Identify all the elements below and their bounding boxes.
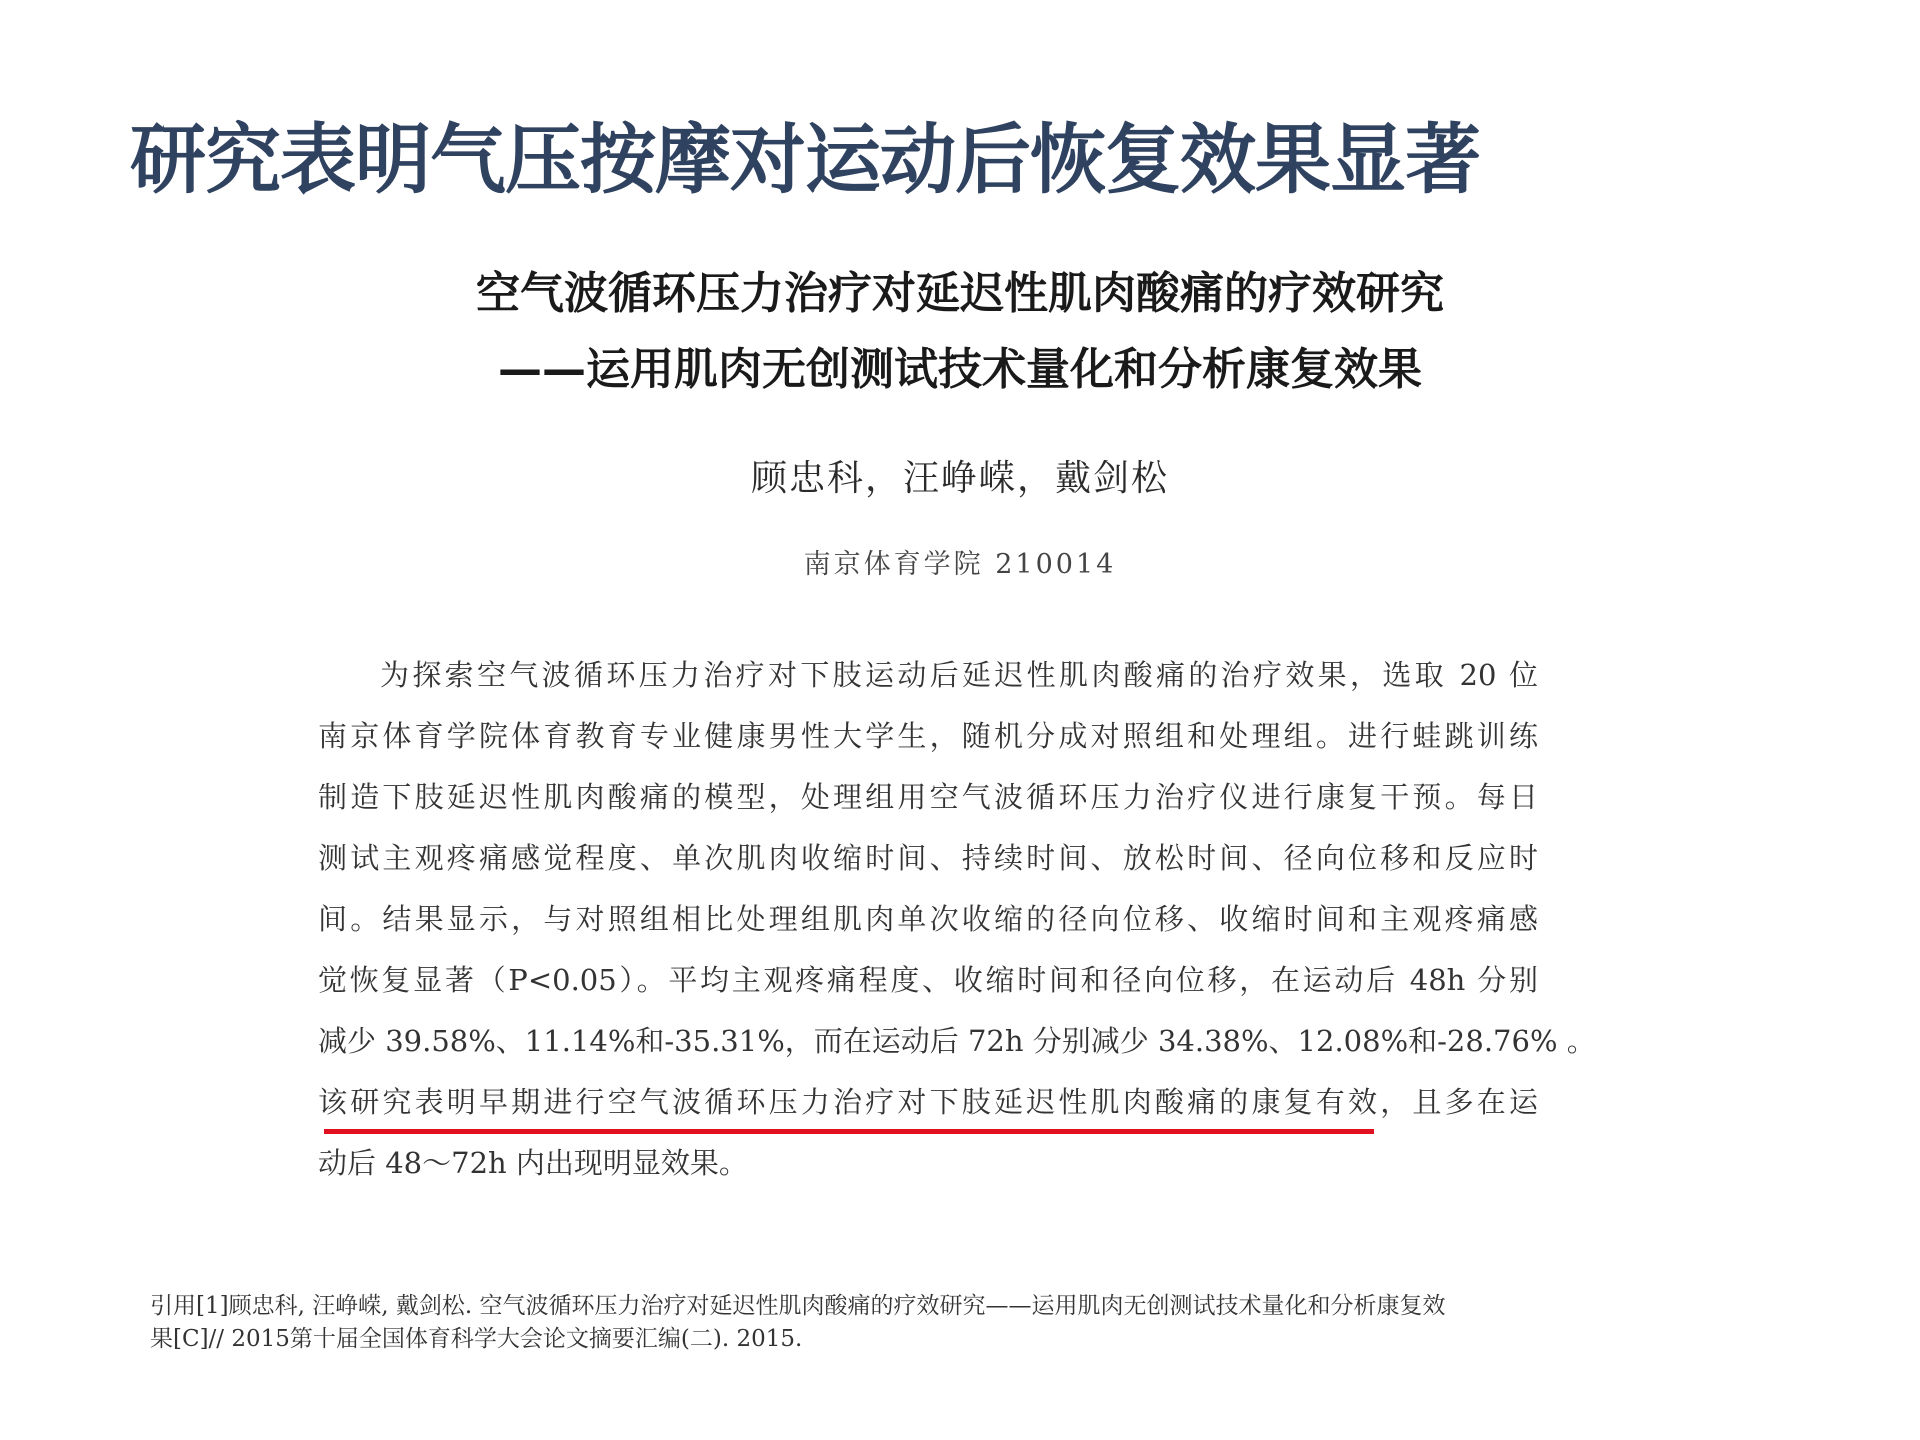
red-highlight-underline — [324, 1129, 1374, 1134]
paper-affiliation: 南京体育学院 210014 — [803, 549, 1117, 580]
paper-abstract — [318, 652, 1596, 1201]
slide-title: 研究表明气压按摩对运动后恢复效果显著 — [130, 115, 1480, 204]
abstract-line: 觉恢复显著（P<0.05）。平均主观疼痛程度、收缩时间和径向位移，在运动后 48h 分别 — [318, 963, 1538, 997]
abstract-line-highlighted — [318, 1079, 1538, 1140]
paper-authors: 顾忠科，汪峥嵘，戴剑松 — [750, 458, 1169, 499]
abstract-line: 测试主观疼痛感觉程度、单次肌肉收缩时间、持续时间、放松时间、径向位移和反应时 — [318, 841, 1538, 875]
abstract-line: 减少 39.58%、11.14%和-35.31%，而在运动后 72h 分别减少 34.38%、12.08%和-28.76% 。 — [318, 1024, 1596, 1058]
citation — [150, 1290, 1750, 1356]
abstract-line: 制造下肢延迟性肌肉酸痛的模型，处理组用空气波循环压力治疗仪进行康复干预。每日 — [318, 780, 1538, 814]
paper-title-line-1: 空气波循环压力治疗对延迟性肌肉酸痛的疗效研究 — [476, 268, 1444, 319]
abstract-line: 为探索空气波循环压力治疗对下肢运动后延迟性肌肉酸痛的治疗效果，选取 20 位 — [380, 658, 1538, 692]
citation-line-1: 引用[1]顾忠科, 汪峥嵘, 戴剑松. 空气波循环压力治疗对延迟性肌肉酸痛的疗效研究——运用肌肉无创测试技术量化和分析康复效 — [150, 1293, 1446, 1319]
citation-line-2: 果[C]// 2015第十届全国体育科学大会论文摘要汇编(二). 2015. — [150, 1326, 803, 1352]
paper-title-line-2: ——运用肌肉无创测试技术量化和分析康复效果 — [498, 344, 1422, 395]
abstract-line-text: 该研究表明早期进行空气波循环压力治疗对下肢延迟性肌肉酸痛的康复有效，且多在运 — [318, 1085, 1538, 1119]
abstract-line: 南京体育学院体育教育专业健康男性大学生，随机分成对照组和处理组。进行蛙跳训练 — [318, 719, 1538, 753]
abstract-line: 间。结果显示，与对照组相比处理组肌肉单次收缩的径向位移、收缩时间和主观疼痛感 — [318, 902, 1538, 936]
abstract-line: 动后 48～72h 内出现明显效果。 — [318, 1146, 748, 1180]
